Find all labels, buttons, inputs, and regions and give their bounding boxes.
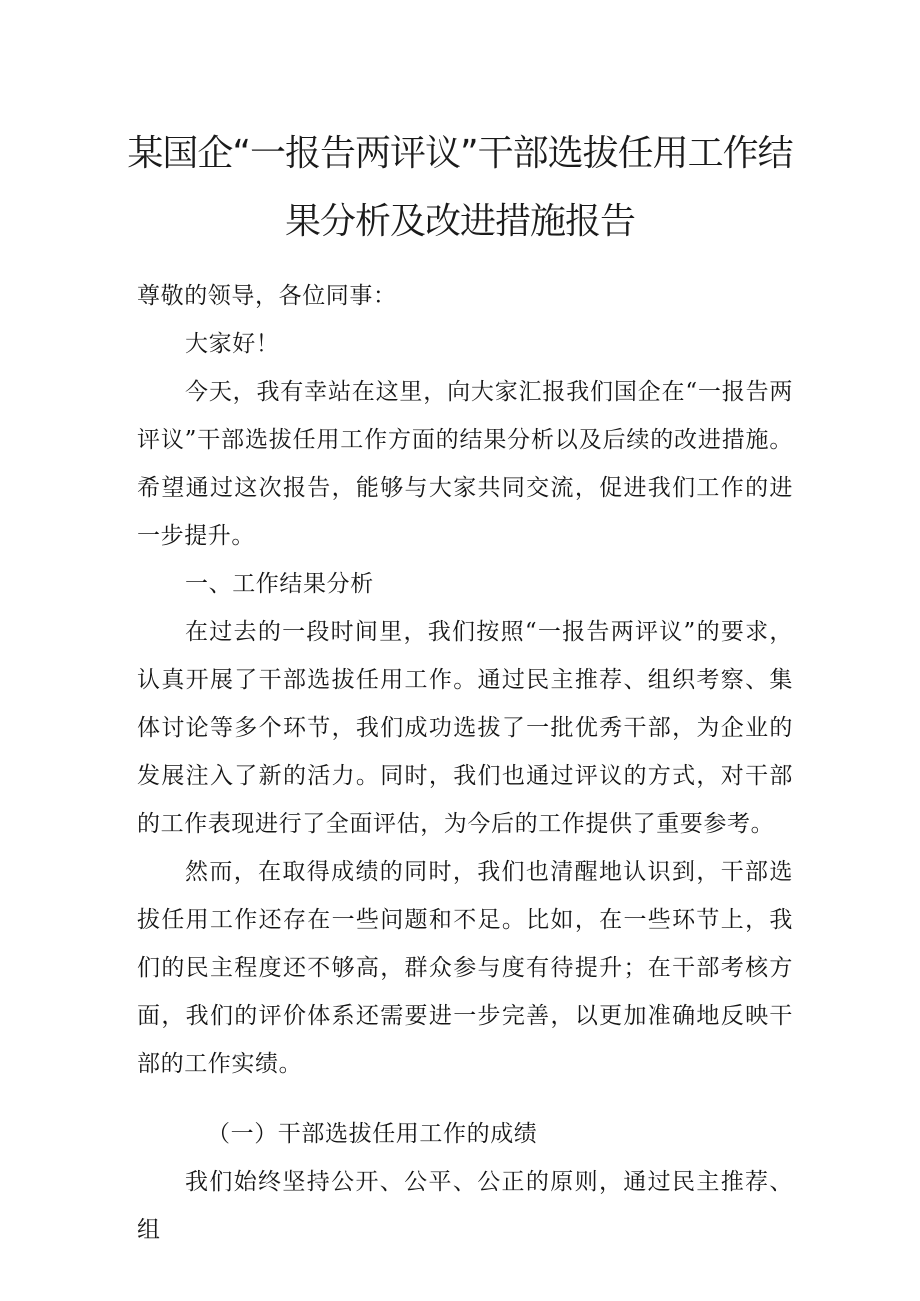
subsection-1-paragraph-1: 我们始终坚持公开、公平、公正的原则，通过民主推荐、组 — [137, 1169, 793, 1243]
section-heading-1: 一、工作结果分析 — [185, 571, 374, 597]
subsection-heading-1: （一）干部选拔任用工作的成绩 — [207, 1121, 538, 1147]
document-title-line-2: 果分析及改进措施报告 — [284, 201, 635, 242]
section-1-paragraph-2: 然而，在取得成绩的同时，我们也清醒地认识到，干部选拔任用工作还存在一些问题和不足。比如，在一些环节上，我们的民主程度还不够高，群众参与度有待提升；在干部考核方面，我们的评价体系还需要进一步完善，以更加准确地反映干部的工作实绩。 — [137, 859, 793, 1077]
document-body — [137, 272, 793, 1254]
section-1-paragraph-1: 在过去的一段时间里，我们按照“一报告两评议”的要求，认真开展了干部选拔任用工作。通过民主推荐、组织考察、集体讨论等多个环节，我们成功选拔了一批优秀干部，为企业的发展注入了新的活力。同时，我们也通过评议的方式，对干部的工作表现进行了全面评估，为今后的工作提供了重要参考。 — [137, 619, 793, 837]
intro-paragraph: 今天，我有幸站在这里，向大家汇报我们国企在“一报告两评议”干部选拔任用工作方面的结果分析以及后续的改进措施。希望通过这次报告，能够与大家共同交流，促进我们工作的进一步提升。 — [137, 379, 793, 549]
greeting: 大家好！ — [185, 331, 280, 357]
document-title-line-1: 某国企“一报告两评议”干部选拔任用工作结 — [127, 133, 793, 174]
salutation: 尊敬的领导，各位同事： — [137, 283, 397, 309]
